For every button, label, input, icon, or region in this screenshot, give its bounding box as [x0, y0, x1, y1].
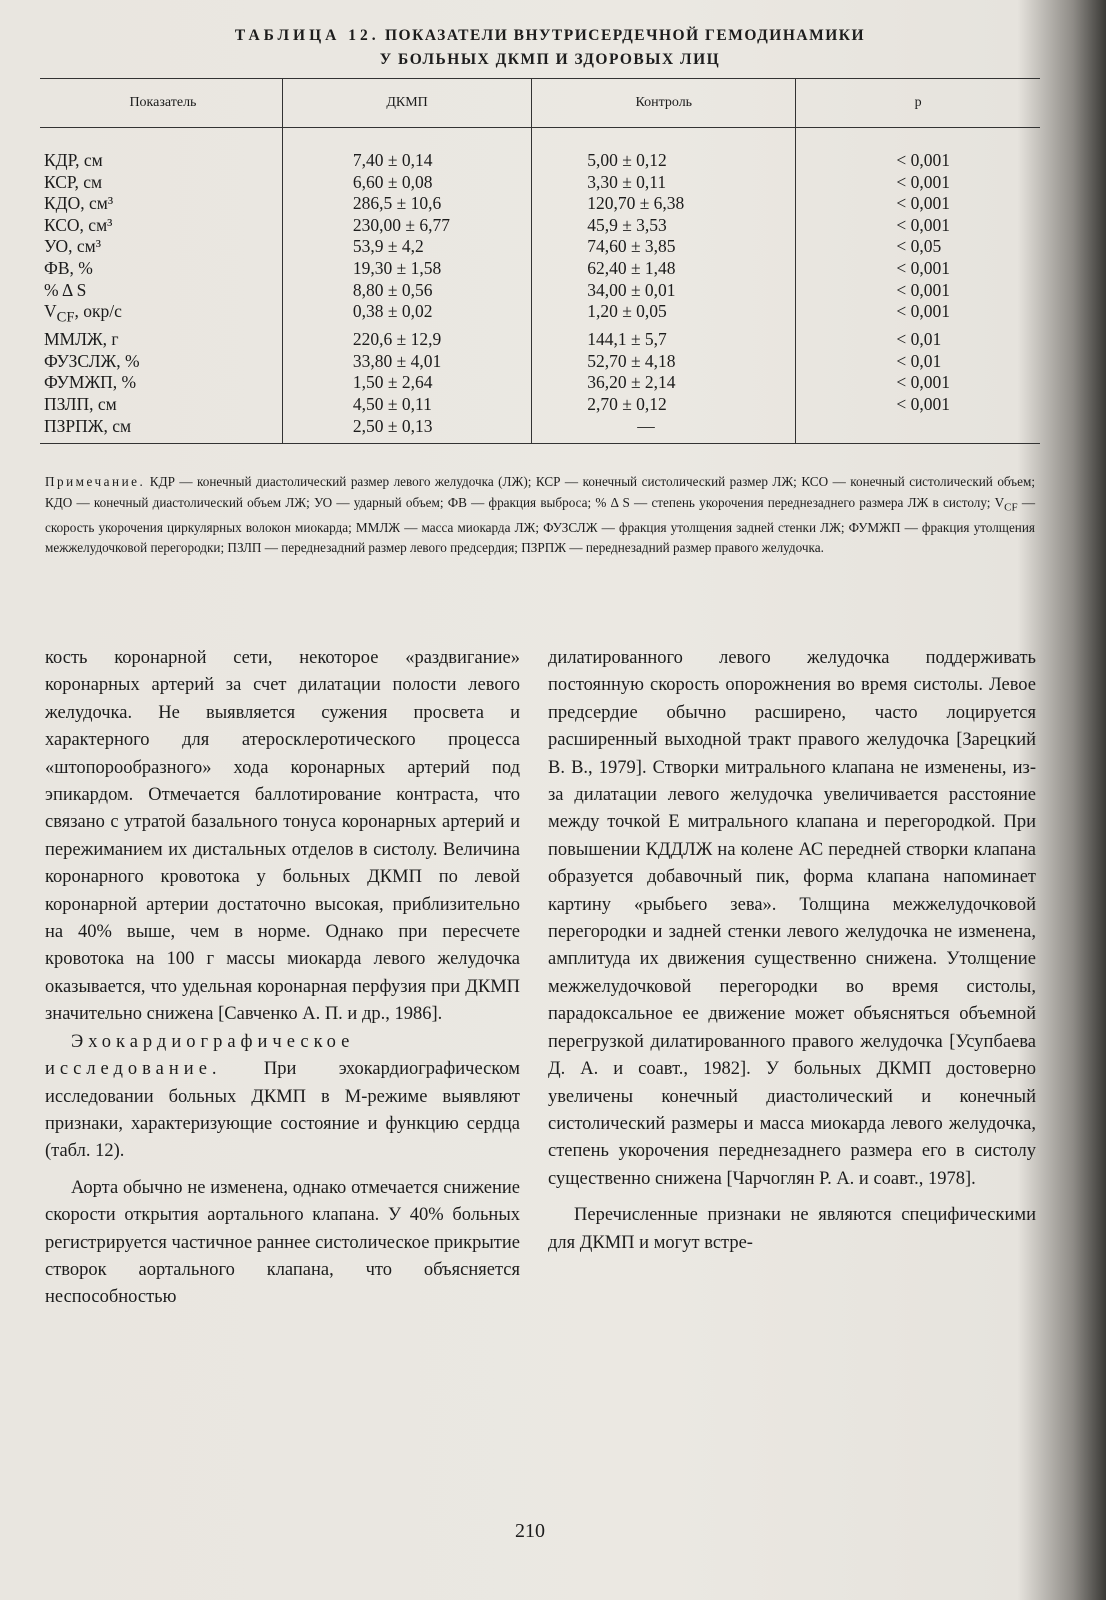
header-indicator: Показатель [40, 79, 282, 128]
header-dkmp: ДКМП [282, 79, 531, 128]
cell-dkmp: 33,80 ± 4,01 [352, 350, 442, 371]
cell-dkmp: 0,38 ± 0,02 [352, 301, 433, 322]
cell-control: 2,70 ± 0,12 [587, 394, 667, 415]
table-row [40, 193, 1040, 215]
cell-indicator: КДР, см [44, 150, 103, 170]
cell-indicator: % Δ S [44, 279, 87, 300]
cell-indicator: ФУМЖП, % [44, 372, 137, 393]
cell-dkmp: 8,80 ± 0,56 [352, 279, 433, 300]
table-row [40, 416, 1040, 444]
note-text-a: КДР — конечный диастолический размер левого желудочка (ЛЖ); КСР — конечный систолический размер ЛЖ; КСО — конечный систолический объем; КДО — конечный диастолический объем ЛЖ; УО — ударный объем; ФВ — фракция выброса; % Δ S — степень укорочения переднезаднего размера ЛЖ в систолу; V [45, 474, 1035, 510]
cell-indicator: ММЛЖ, г [44, 329, 119, 350]
right-paragraph-2: Перечисленные признаки не являются специфическими для ДКМП и могут встре- [548, 1205, 1036, 1253]
cell-p: < 0,001 [896, 257, 950, 278]
cell-indicator [40, 301, 282, 329]
cell-control: 34,00 ± 0,01 [587, 279, 676, 300]
cell-control: 120,70 ± 6,38 [587, 193, 685, 214]
table-row [40, 128, 1040, 172]
cell-indicator: КСР, см [44, 171, 103, 192]
table-title-line-1 [60, 24, 1040, 48]
cell-dkmp: 6,60 ± 0,08 [352, 171, 433, 192]
cell-control: 74,60 ± 3,85 [587, 236, 676, 257]
header-p: p [796, 79, 1040, 128]
table-row [40, 280, 1040, 302]
table-row [40, 351, 1040, 373]
left-column [45, 645, 520, 1312]
cell-control: 36,20 ± 2,14 [587, 372, 676, 393]
note-label: Примечание. [45, 474, 146, 489]
table-note [45, 472, 1035, 559]
cell-p: < 0,05 [896, 236, 942, 257]
table-number: ТАБЛИЦА 12. [234, 27, 380, 44]
indicator-unit: , окр/с [74, 301, 122, 322]
table-title [60, 24, 1040, 72]
cell-p: < 0,01 [896, 350, 942, 371]
right-paragraph-1: дилатированного левого желудочка поддерживать постоянную скорость опорожнения во время систолы. Левое предсердие обычно расширено, часто лоцируется расширенный выходной тракт правого желудочка [Зарецкий В. В., 1979]. Створки митрального клапана не изменены, из-за дилатации левого желудочка увеличивается расстояние между точкой Е митрального клапана и перегородкой. При повышении КДДЛЖ на колене АС передней створки клапана образуется добавочный пик, форма клапана напоминает картину «рыбьего зева». Толщина межжелудочковой перегородки и задней стенки левого желудочка не изменена, амплитуда их движения существенно снижена. Утолщение межжелудочковой перегородки во время систолы, парадоксальное ее движение может объясняться объемной перегрузкой дилатированного правого желудочка [Усупбаева Д. А. и соавт., 1982]. У больных ДКМП достоверно увеличены конечный диастолический и конечный систолический размеры и масса миокарда левого желудочка, степень укорочения переднезаднего размера его в систолу существенно снижена [Чарчоглян Р. А. и соавт., 1978]. [548, 648, 1036, 1189]
cell-dkmp: 7,40 ± 0,14 [352, 150, 433, 170]
table-title-text-2: У БОЛЬНЫХ ДКМП И ЗДОРОВЫХ ЛИЦ [379, 51, 721, 68]
cell-p: < 0,001 [896, 394, 950, 415]
table-row [40, 329, 1040, 351]
cell-dkmp: 230,00 ± 6,77 [352, 214, 450, 235]
hemodynamics-table [40, 78, 1040, 444]
table-body [40, 128, 1040, 444]
cell-control: 1,20 ± 0,05 [587, 301, 667, 322]
cell-p: < 0,001 [896, 372, 950, 393]
cell-p: < 0,01 [896, 329, 942, 350]
cell-p: < 0,001 [896, 150, 950, 170]
cell-indicator: ПЗРПЖ, см [44, 415, 132, 436]
cell-indicator: ПЗЛП, см [44, 394, 117, 415]
cell-control: 144,1 ± 5,7 [587, 329, 667, 350]
header-control: Контроль [532, 79, 796, 128]
table-row [40, 215, 1040, 237]
indicator-subscript: CF [56, 309, 75, 326]
section-heading: Эхокардиографическое исследование. [45, 1031, 355, 1080]
cell-dkmp: 19,30 ± 1,58 [352, 257, 442, 278]
table-row [40, 372, 1040, 394]
right-column [548, 645, 1036, 1257]
cell-control: 52,70 ± 4,18 [587, 350, 676, 371]
note-subscript: CF [1004, 501, 1018, 514]
cell-p: < 0,001 [896, 279, 950, 300]
table-row [40, 236, 1040, 258]
left-paragraph-1: кость коронарной сети, некоторое «раздвигание» коронарных артерий за счет дилатации полости левого желудочка. Не выявляется сужения просвета и характерного для атеросклеротического процесса «штопорообразного» хода коронарных артерий под эпикардом. Отмечается баллотирование контраста, что связано с утратой базального тонуса коронарных артерий и пережиманием их дистальных отделов в систолу. Величина коронарного кровотока у больных ДКМП по левой коронарной артерии достаточно высокая, приблизительно на 40% выше, чем в норме. Однако при пересчете кровотока на 100 г массы миокарда левого желудочка оказывается, что удельная коронарная перфузия при ДКМП значительно снижена [Савченко А. П. и др., 1986]. [45, 648, 520, 1025]
cell-p: < 0,001 [896, 193, 950, 214]
cell-indicator: УО, см³ [44, 236, 101, 257]
cell-indicator: КСО, см³ [44, 214, 113, 235]
left-paragraph-2-text: При эхокардиографическом исследовании больных ДКМП в М-режиме выявляют признаки, характеризующие состояние и функцию сердца (табл. 12). [45, 1059, 520, 1162]
cell-control: 5,00 ± 0,12 [587, 150, 667, 170]
cell-control: 45,9 ± 3,53 [587, 214, 667, 235]
table-row [40, 258, 1040, 280]
cell-control: — [637, 415, 655, 436]
table-row [40, 301, 1040, 329]
cell-p: < 0,001 [896, 214, 950, 235]
page-number: 210 [515, 1520, 545, 1542]
cell-dkmp: 286,5 ± 10,6 [352, 193, 442, 214]
cell-dkmp: 220,6 ± 12,9 [352, 329, 442, 350]
cell-indicator: ФУЗСЛЖ, % [44, 350, 140, 371]
left-paragraph-3: Аорта обычно не изменена, однако отмечается снижение скорости открытия аортального клапана. У 40% больных регистрируется частичное раннее систолическое прикрытие створок аортального клапана, что объясняется неспособностью [45, 1177, 520, 1308]
cell-dkmp: 2,50 ± 0,13 [352, 415, 433, 436]
indicator-v: V [44, 301, 57, 322]
cell-indicator: ФВ, % [44, 257, 93, 278]
table-header-row [40, 79, 1040, 128]
cell-dkmp: 4,50 ± 0,11 [352, 394, 432, 415]
cell-control: 62,40 ± 1,48 [587, 257, 676, 278]
cell-dkmp: 53,9 ± 4,2 [352, 236, 424, 257]
table-row [40, 172, 1040, 194]
cell-dkmp: 1,50 ± 2,64 [352, 372, 433, 393]
cell-p: < 0,001 [896, 171, 950, 192]
cell-control: 3,30 ± 0,11 [587, 171, 667, 192]
table-title-text-1: ПОКАЗАТЕЛИ ВНУТРИСЕРДЕЧНОЙ ГЕМОДИНАМИКИ [385, 27, 866, 44]
table-row [40, 394, 1040, 416]
left-paragraph-2 [45, 1029, 520, 1166]
note-text-b: — скорость укорочения циркулярных волокон миокарда; ММЛЖ — масса миокарда ЛЖ; ФУЗСЛЖ — фракция утолщения задней стенки ЛЖ; ФУМЖП — фракция утолщения межжелудочковой перегородки; ПЗЛП — переднезадний размер левого предсердия; ПЗРПЖ — переднезадний размер правого желудочка. [45, 494, 1036, 556]
cell-p: < 0,001 [896, 301, 950, 322]
cell-indicator: КДО, см³ [44, 193, 114, 214]
